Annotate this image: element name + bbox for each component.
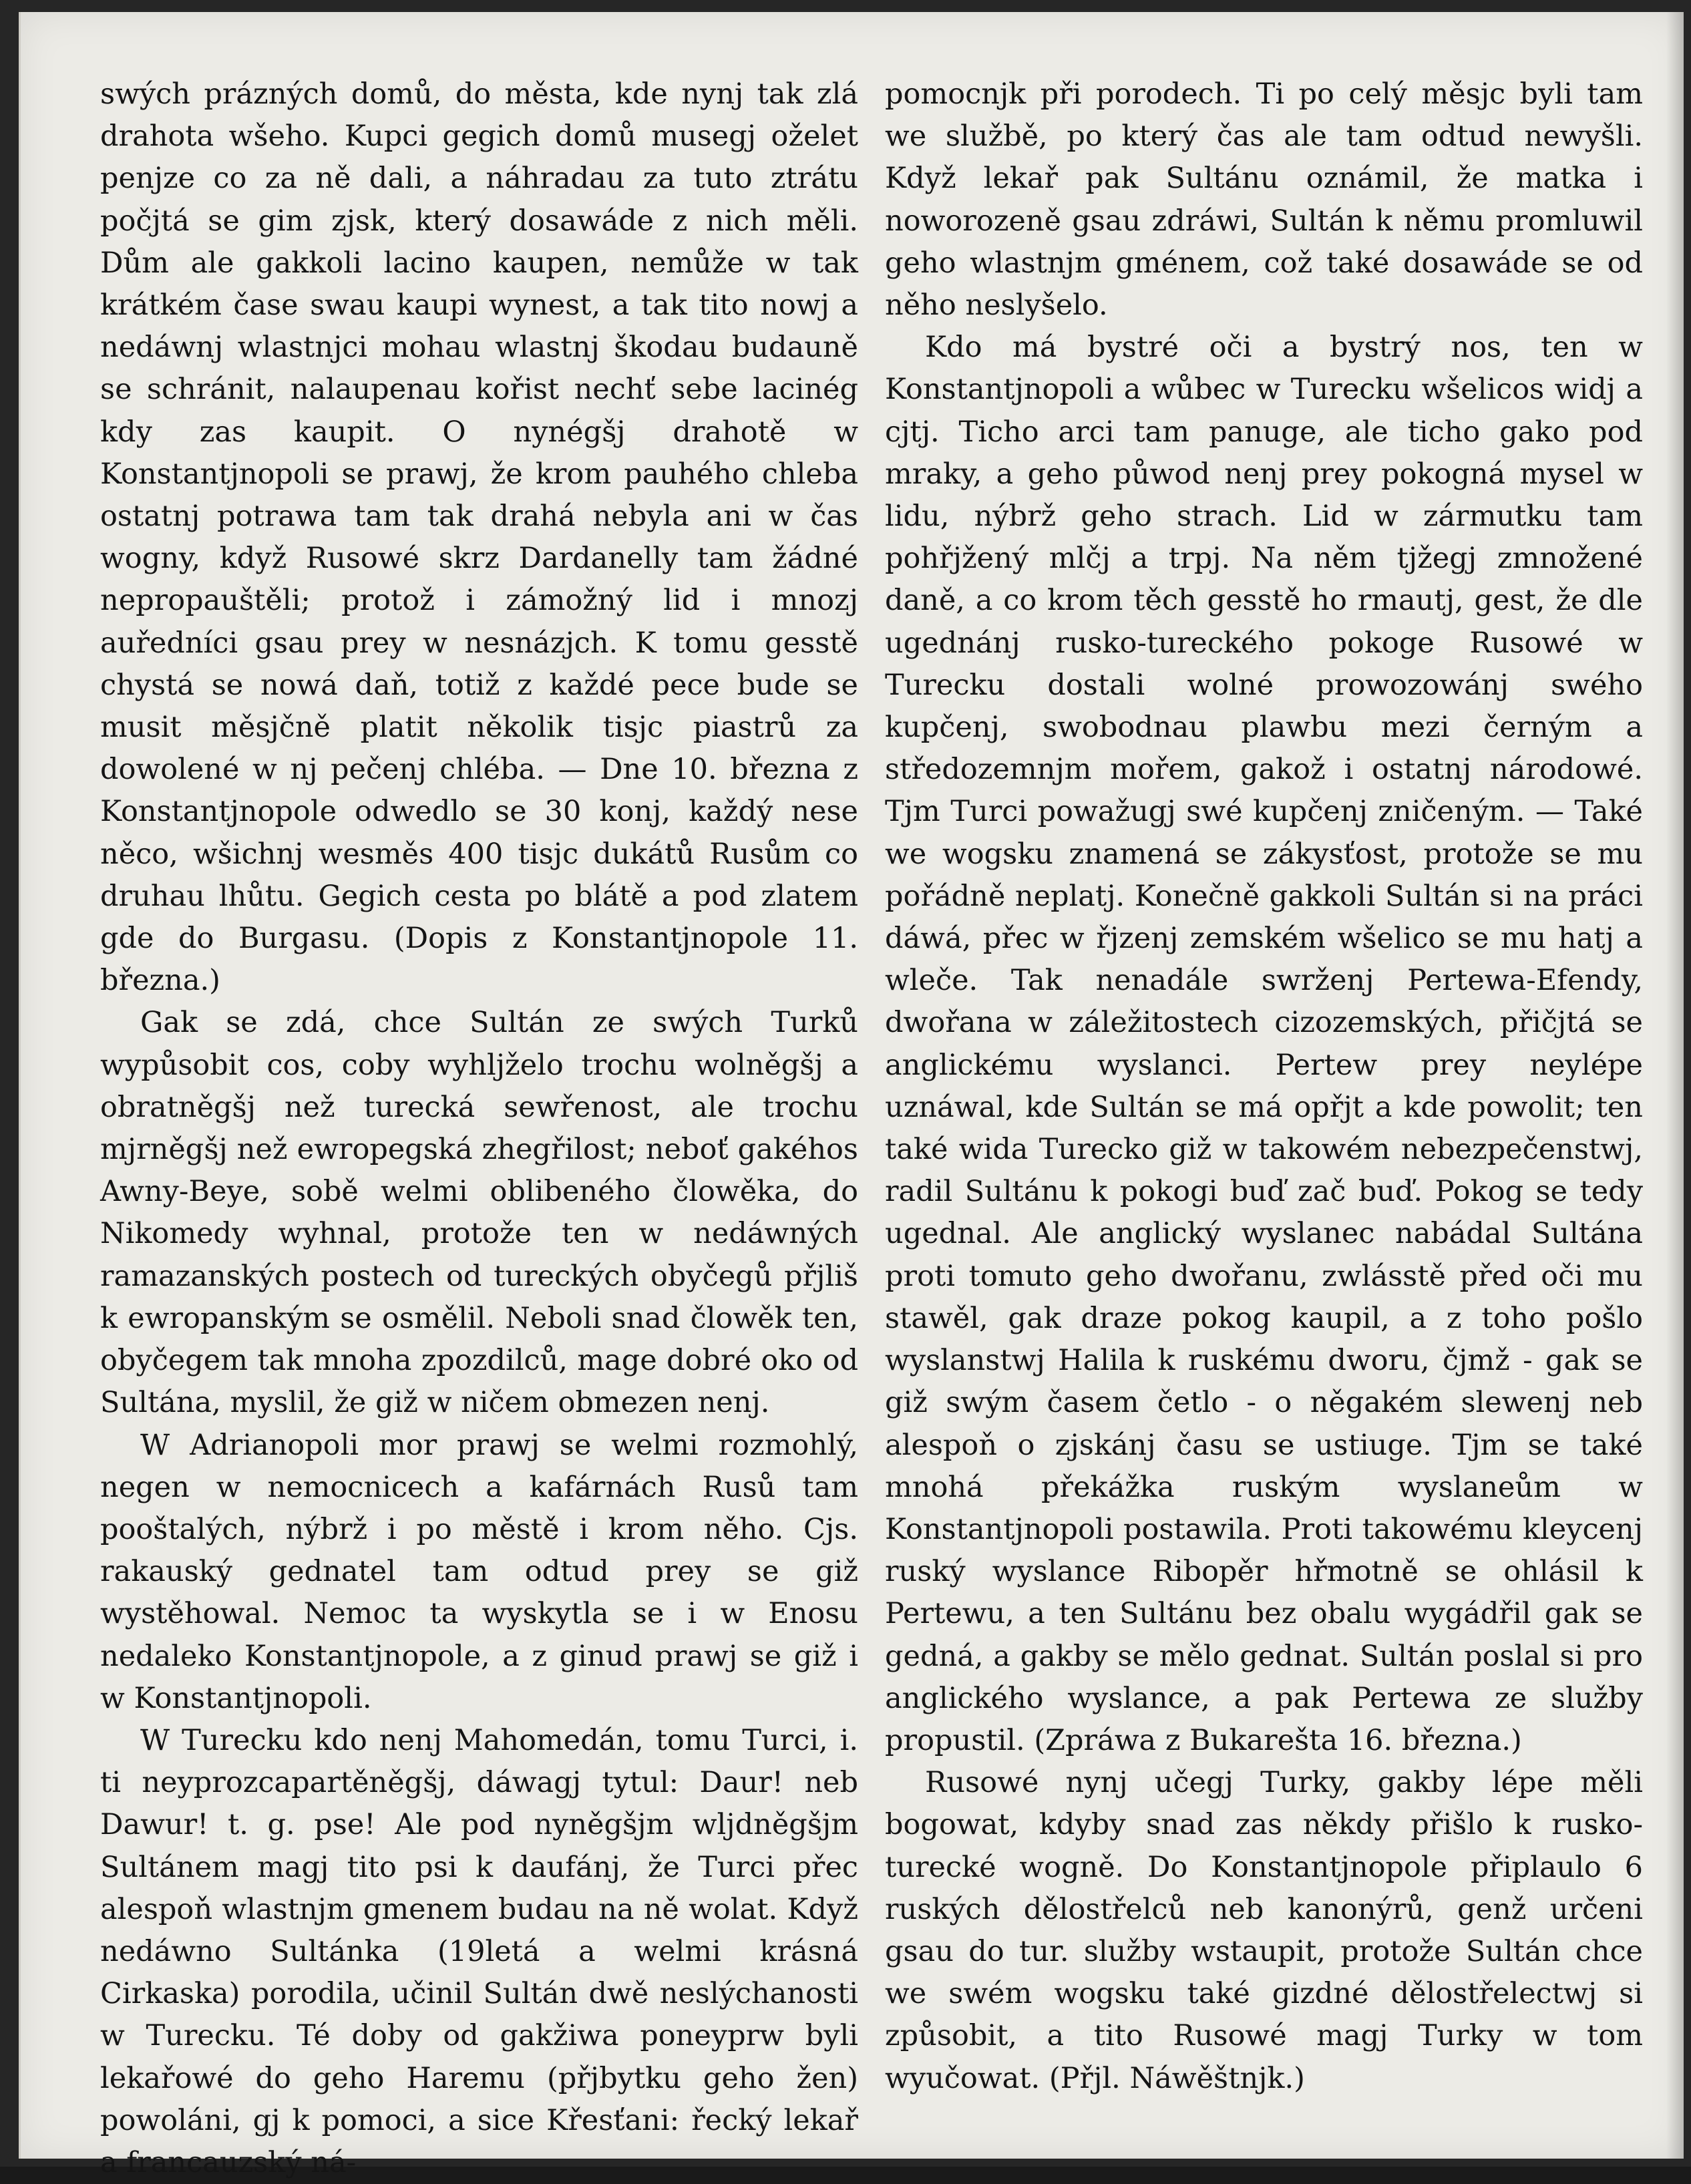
left-paragraph-1: swých prázných domů, do města, kde nynj tak zlá drahota wšeho. Kupci gegich domů musegj oželet penjze co za ně dali, a náhradau za tuto ztrátu počjtá se gim zjsk, který dosawáde z nich měli. Dům ale gakkoli lacino kaupen, nemůže w tak krátkém čase swau kaupi wynest, a tak tito nowj a nedáwnj wlastnjci mohau wlastnj škodau budauně se schránit, nalaupenau kořist nechť sebe lacinég kdy zas kaupit. O nynégšj drahotě w Konstantjnopoli se prawj, že krom pauhého chleba ostatnj potrawa tam tak drahá nebyla ani w čas wogny, když Rusowé skrz Dardanelly tam žádné nepropauštěli; protož i zámožný lid i mnozj auředníci gsau prey w nesnázjch. K tomu gesstě chystá se nowá daň, totiž z každé pece bude se musit měsjčně platit několik tisjc piastrů za dowolené w nj pečenj chléba. — Dne 10. března z Konstantjnopole odwedlo se 30 konj, každý nese něco, wšichnj wesměs 400 tisjc dukátů Rusům co druhau lhůtu. Gegich cesta po blátě a pod zlatem gde do Burgasu. (Dopis z Konstantjnopole 11. března.): [100, 77, 858, 998]
page-edge-shadow: [1666, 12, 1684, 2159]
right-paragraph-1: pomocnjk při porodech. Ti po celý měsjc byli tam we službě, po který čas ale tam odtud newyšli. Když lekař pak Sultánu oznámil, že matka i noworozeně gsau zdráwi, Sultán k němu promluwil geho wlastnjm gménem, což také dosawáde se od něho neslyšelo.: [885, 77, 1643, 323]
left-column: [100, 73, 858, 2184]
left-paragraph-2: Gak se zdá, chce Sultán ze swých Turků wypůsobit cos, coby wyhljželo trochu wolněgšj a obratněgšj než turecká sewřenost, ale trochu mjrněgšj než ewropegská zhegřilost; neboť gakéhos Awny-Beye, sobě welmi oblibeného člowěka, do Nikomedy wyhnal, protože ten w nedáwných ramazanských postech od tureckých obyčegů přjliš k ewropanským se osmělil. Neboli snad člowěk ten, obyčegem tak mnoha zpozdilců, mage dobré oko od Sultána, myslil, že giž w ničem obmezen nenj.: [100, 1006, 858, 1420]
right-paragraph-2: Kdo má bystré oči a bystrý nos, ten w Konstantjnopoli a wůbec w Turecku wšelicos widj a cjtj. Ticho arci tam panuge, ale ticho gako pod mraky, a geho půwod nenj prey pokogná mysel w lidu, nýbrž geho strach. Lid w zármutku tam pohřjžený mlčj a trpj. Na něm tjžegj zmnožené daně, a co krom těch gesstě ho rmautj, gest, že dle ugednánj rusko-tureckého pokoge Rusowé w Turecku dostali wolné prowozowánj swého kupčenj, swobodnau plawbu mezi černým a středozemnjm mořem, gakož i ostatnj národowé. Tjm Turci powažugj swé kupčenj zničeným. — Také we wogsku znamená se zákysťost, protože se mu pořádně neplatj. Konečně gakkoli Sultán si na práci dáwá, přec w řjzenj zemském wšelico se mu hatj a wleče. Tak nenadále swrženj Pertewa-Efendy, dwořana w záležitostech cizozemských, přičjtá se anglickému wyslanci. Pertew prey neylépe uznáwal, kde Sultán se má opřjt a kde powolit; ten také wida Turecko giž w takowém nebezpečenstwj, radil Sultánu k pokogi buď zač buď. Pokog se tedy ugednal. Ale anglický wyslanec nabádal Sultána proti tomuto geho dwořanu, zwlásstě před oči mu stawěl, gak draze pokog kaupil, a z toho pošlo wyslanstwj Halila k ruskému dworu, čjmž - gak se giž swým časem četlo - o něgakém slewenj neb alespoň o zjskánj času se ustiuge. Tjm se také mnohá překážka ruským wyslaneům w Konstantjnopoli postawila. Proti takowému kleycenj ruský wyslance Ribopěr hřmotně se ohlásil k Pertewu, a ten Sultánu bez obalu wygádřil gak se gedná, a gakby se mělo gednat. Sultán poslal si pro anglického wyslance, a pak Pertewa ze služby propustil. (Zpráwa z Bukarešta 16. března.): [885, 331, 1643, 1757]
right-paragraph-3: Rusowé nynj učegj Turky, gakby lépe měli bogowat, kdyby snad zas někdy přišlo k rusko-turecké wogně. Do Konstantjnopole připlaulo 6 ruských dělostřelců neb kanonýrů, genž určeni gsau do tur. služby wstaupit, protože Sultán chce we swém wogsku také gizdné dělostřelectwj si způsobit, a tito Rusowé magj Turky w tom wyučowat. (Přjl. Náwěštnjk.): [885, 1766, 1643, 2095]
left-paragraph-4: W Turecku kdo nenj Mahomedán, tomu Turci, i. ti neyprozcapartěněgšj, dáwagj tytul: Daur! neb Dawur! t. g. pse! Ale pod nyněgšjm wljdněgšjm Sultánem magj tito psi k daufánj, že Turci přec alespoň wlastnjm gmenem budau na ně wolat. Když nedáwno Sultánka (19letá a welmi krásná Cirkaska) porodila, učinil Sultán dwě neslýchanosti w Turecku. Té doby od gakžiwa poneyprw byli lekařowé do geho Haremu (přjbytku geho žen) powoláni, gj k pomoci, a sice Křesťani: řecký lekař a francauzský ná-: [100, 1723, 858, 2179]
right-column: [885, 73, 1643, 2100]
left-paragraph-3: W Adrianopoli mor prawj se welmi rozmohlý, negen w nemocnicech a kafárnách Rusů tam pooštalých, nýbrž i po městě i krom něho. Cjs. rakauský gednatel tam odtud prey se giž wystěhowal. Nemoc ta wyskytla se i w Enosu nedaleko Konstantjnopole, a z ginud prawj se giž i w Konstantjnopoli.: [100, 1428, 858, 1715]
